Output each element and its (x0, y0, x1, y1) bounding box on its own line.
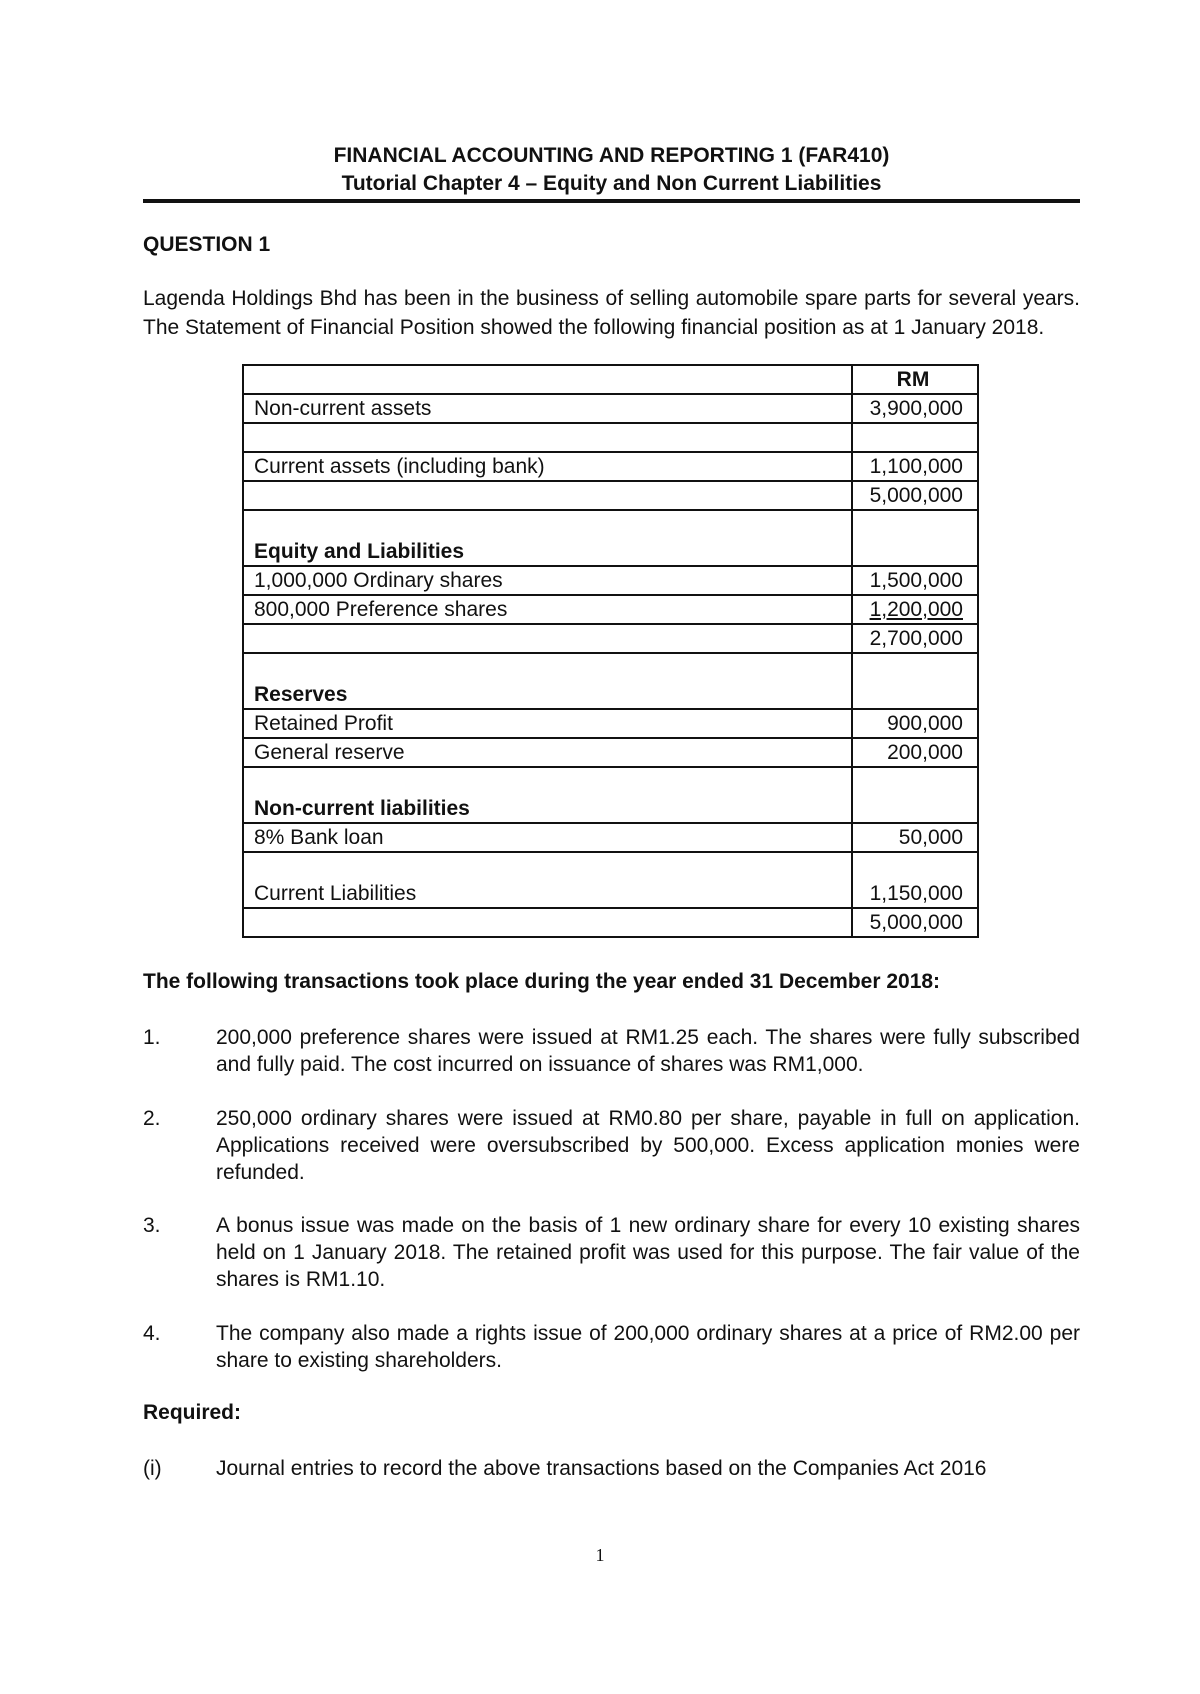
row-amount (852, 423, 978, 452)
row-label: 8% Bank loan (243, 823, 852, 852)
list-item (143, 1105, 1080, 1186)
item-text: Journal entries to record the above transactions based on the Companies Act 2016 (216, 1457, 987, 1480)
table-row (243, 510, 978, 566)
table-row (243, 653, 978, 709)
table-row (243, 423, 978, 452)
item-number: 1. (143, 1026, 161, 1049)
row-label (243, 481, 852, 510)
row-amount (852, 510, 978, 566)
column-header-rm: RM (852, 365, 978, 394)
item-text: 250,000 ordinary shares were issued at RM0.80 per share, payable in full on application. Applications received were oversubscribed by 500,000. Excess application monies were refunded. (216, 1107, 1080, 1184)
row-amount: 3,900,000 (852, 394, 978, 423)
list-item (143, 1320, 1080, 1374)
table-row (243, 908, 978, 937)
row-label: Current assets (including bank) (243, 452, 852, 481)
item-number: 3. (143, 1214, 161, 1237)
row-label (243, 423, 852, 452)
item-text: The company also made a rights issue of 200,000 ordinary shares at a price of RM2.00 per share to existing shareholders. (216, 1322, 1080, 1372)
table-row (243, 624, 978, 653)
row-amount (852, 767, 978, 823)
table-header-row (243, 365, 978, 394)
row-label: Retained Profit (243, 709, 852, 738)
page-number: 1 (595, 1545, 605, 1565)
financial-position-table (242, 364, 979, 938)
table-row (243, 481, 978, 510)
required-heading: Required: (143, 1401, 242, 1424)
table-row (243, 566, 978, 595)
row-amount: 1,100,000 (852, 452, 978, 481)
row-label: 1,000,000 Ordinary shares (243, 566, 852, 595)
underlined-amount: 1,200,000 (869, 598, 963, 621)
list-item (143, 1024, 1080, 1078)
item-text: 200,000 preference shares were issued at RM1.25 each. The shares were fully subscribed and fully paid. The cost incurred on issuance of shares was RM1,000. (216, 1026, 1080, 1076)
section-heading-non-current-liabilities: Non-current liabilities (243, 767, 852, 823)
table-row (243, 595, 978, 624)
row-label (243, 624, 852, 653)
row-label: 800,000 Preference shares (243, 595, 852, 624)
item-number: 2. (143, 1107, 161, 1130)
row-label: Current Liabilities (243, 852, 852, 908)
table-cell (243, 365, 852, 394)
question-intro: Lagenda Holdings Bhd has been in the business of selling automobile spare parts for several years. The Statement of Financial Position showed the following financial position as at 1 January 2018. (143, 287, 1080, 339)
document-title: FINANCIAL ACCOUNTING AND REPORTING 1 (FAR410) (333, 144, 890, 167)
table-row (243, 738, 978, 767)
row-amount: 5,000,000 (852, 908, 978, 937)
transactions-heading: The following transactions took place during the year ended 31 December 2018: (143, 970, 941, 993)
document-subtitle: Tutorial Chapter 4 – Equity and Non Current Liabilities (341, 172, 882, 195)
section-heading-reserves: Reserves (243, 653, 852, 709)
table-row (243, 394, 978, 423)
row-amount: 900,000 (852, 709, 978, 738)
row-amount: 5,000,000 (852, 481, 978, 510)
row-amount (852, 653, 978, 709)
table-row (243, 767, 978, 823)
table-row (243, 709, 978, 738)
row-amount: 2,700,000 (852, 624, 978, 653)
question-label: QUESTION 1 (143, 233, 271, 256)
row-amount: 200,000 (852, 738, 978, 767)
row-label (243, 908, 852, 937)
table-row (243, 823, 978, 852)
title-divider (143, 199, 1080, 203)
required-item (143, 1455, 1080, 1482)
list-item (143, 1212, 1080, 1293)
row-amount: 1,500,000 (852, 566, 978, 595)
row-amount (852, 595, 978, 624)
row-amount: 50,000 (852, 823, 978, 852)
item-number: (i) (143, 1457, 162, 1480)
row-label: Non-current assets (243, 394, 852, 423)
item-number: 4. (143, 1322, 161, 1345)
table-row (243, 452, 978, 481)
row-amount: 1,150,000 (852, 852, 978, 908)
item-text: A bonus issue was made on the basis of 1 new ordinary share for every 10 existing shares held on 1 January 2018. The retained profit was used for this purpose. The fair value of the shares is RM1.10. (216, 1214, 1080, 1291)
table-row (243, 852, 978, 908)
row-label: General reserve (243, 738, 852, 767)
section-heading-equity: Equity and Liabilities (243, 510, 852, 566)
